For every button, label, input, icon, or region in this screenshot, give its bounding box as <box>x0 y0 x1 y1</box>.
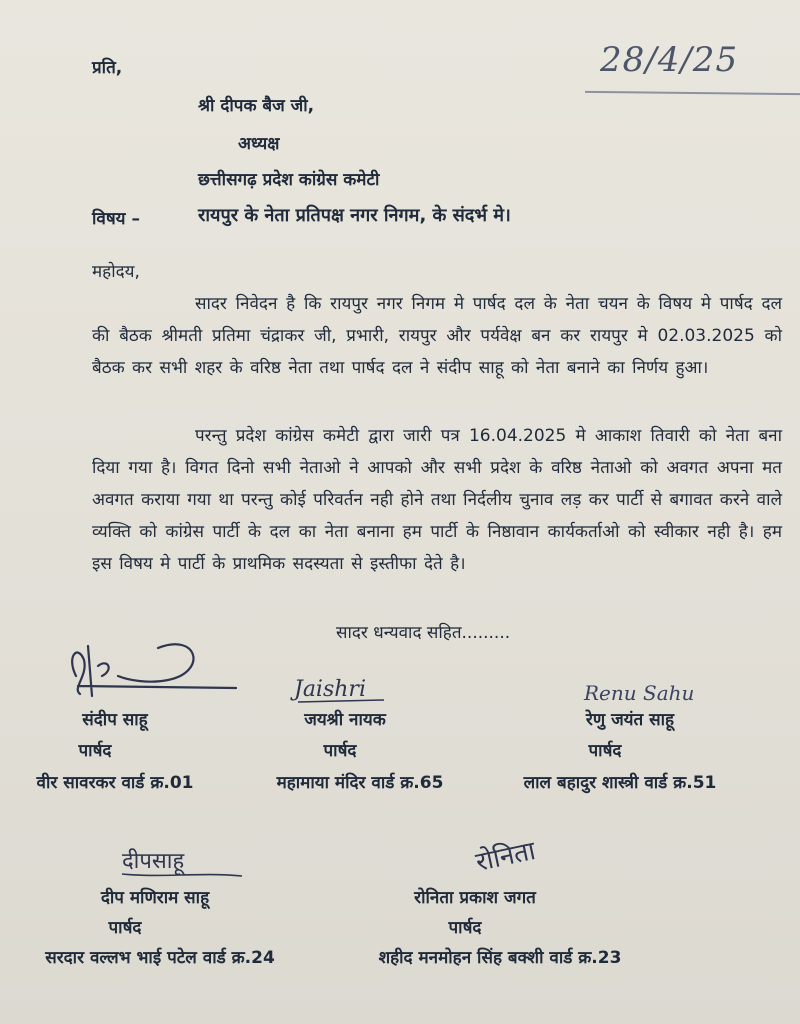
signatory-4-name: दीप मणिराम साहू <box>100 888 210 908</box>
signatory-4-ward: सरदार वल्लभ भाई पटेल वार्ड क्र.24 <box>45 948 275 968</box>
signatory-1-name: संदीप साहू <box>82 710 148 730</box>
signatory-1-post: पार्षद <box>78 741 112 761</box>
signature-4-text: दीपसाहू <box>122 849 185 874</box>
signatory-2-post: पार्षद <box>323 741 357 761</box>
signature-5 <box>470 828 570 888</box>
recipient-organization: छत्तीसगढ़ प्रदेश कांग्रेस कमेटी <box>198 170 380 190</box>
salutation: महोदय, <box>92 262 140 282</box>
signatory-3-name: रेणु जयंत साहू <box>585 710 675 730</box>
body-paragraph-2: परन्तु प्रदेश कांग्रेस कमेटी द्वारा जारी पत्र 16.04.2025 मे आकाश तिवारी को नेता बना दिया गया है। विगत दिनो सभी नेताओ ने आपको और सभी प्रदेश के वरिष्ठ नेताओ को अवगत अपना मत अवगत कराया गया था परन्तु कोई परिवर्तन नही होने तथा निर्दलीय चुनाव लड़ कर पार्टी से बगावत करने वाले व्यक्ति को कांग्रेस पार्टी के दल का नेता बनाना हम पार्टी के निष्ठावान कार्यकर्ताओ को स्वीकार नही है। हम इस विषय मे पार्टी के प्राथमिक सदस्यता से इस्तीफा देते है। <box>92 426 782 574</box>
signatory-3-ward: लाल बहादुर शास्त्री वार्ड क्र.51 <box>523 773 717 793</box>
subject-label: विषय – <box>92 209 140 229</box>
signatory-5-ward: शहीद मनमोहन सिंह बक्शी वार्ड क्र.23 <box>378 948 622 968</box>
signature-3-text: Renu Sahu <box>584 681 695 705</box>
recipient-post: अध्यक्ष <box>238 134 280 154</box>
signature-2 <box>288 670 398 710</box>
signatory-4-post: पार्षद <box>108 918 142 938</box>
signatory-1-ward: वीर सावरकर वार्ड क्र.01 <box>36 773 194 793</box>
signatory-5-post: पार्षद <box>448 918 482 938</box>
to-label: प्रति, <box>92 58 123 78</box>
signatory-2-ward: महामाया मंदिर वार्ड क्र.65 <box>276 773 444 793</box>
signatory-5-name: रोनिता प्रकाश जगत <box>414 888 536 908</box>
signatory-2-name: जयश्री नायक <box>304 710 386 730</box>
subject-text: रायपुर के नेता प्रतिपक्ष नगर निगम, के संदर्भ मे। <box>198 205 511 226</box>
recipient-name: श्री दीपक बैज जी, <box>198 96 315 116</box>
closing-line: सादर धन्यवाद सहित......... <box>336 623 511 643</box>
signature-4 <box>120 838 250 888</box>
signatory-3-post: पार्षद <box>588 741 622 761</box>
reference-underline <box>585 91 800 95</box>
body-paragraph-1: सादर निवेदन है कि रायपुर नगर निगम मे पार्षद दल के नेता चयन के विषय मे पार्षद दल की बैठक श्रीमती प्रतिमा चंद्राकर जी, प्रभारी, रायपुर और पर्यवेक्ष बन कर रायपुर मे 02.03.2025 को बैठक कर सभी शहर के वरिष्ठ नेता तथा पार्षद दल ने संदीप साहू को नेता बनाने का निर्णय हुआ। <box>92 294 782 378</box>
handwritten-reference-number: 28/4/25 <box>600 40 739 80</box>
signature-1 <box>58 636 248 706</box>
signature-2-text: Jaishri <box>294 677 366 702</box>
signature-5-text: रोनिता <box>473 835 539 878</box>
